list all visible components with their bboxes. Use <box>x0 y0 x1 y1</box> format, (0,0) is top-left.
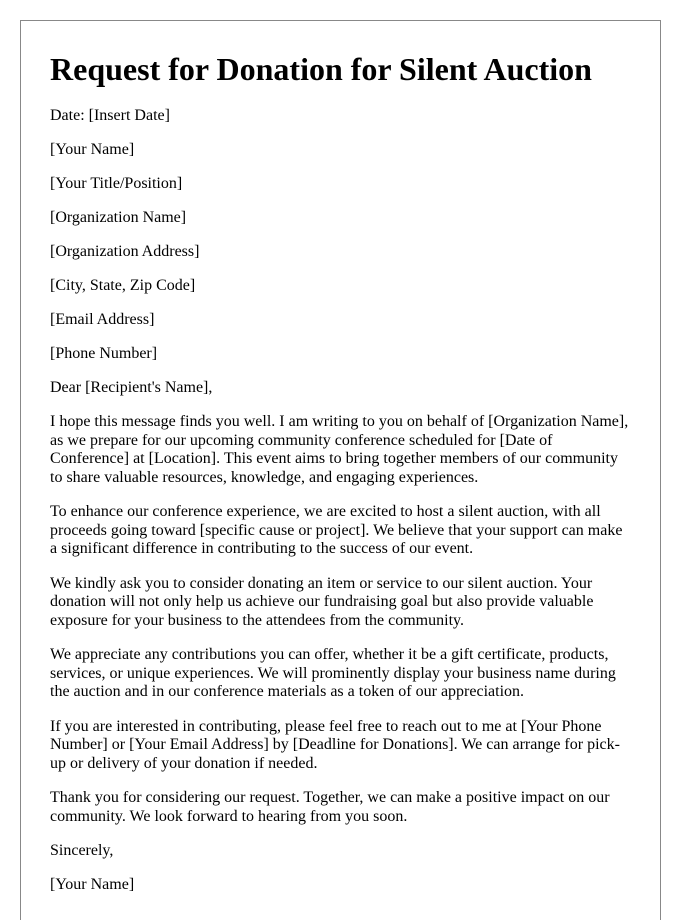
body-paragraph: I hope this message finds you well. I am writing to you on behalf of [Organization Name], as we prepare for our upcoming community conference scheduled for [Date of Conference] at [Location]. This event aims to bring together members of our community to share valuable resources, knowledge, and engaging experiences. <box>50 413 629 486</box>
sender-phone: [Phone Number] <box>50 345 158 362</box>
body-paragraph: To enhance our conference experience, we are excited to host a silent auction, with all proceeds going toward [specific cause or project]. We believe that your support can make a significant difference in contributing to the success of our event. <box>50 503 623 557</box>
salutation: Dear [Recipient's Name], <box>50 379 213 396</box>
body-paragraph: We appreciate any contributions you can offer, whether it be a gift certificate, products, services, or unique experiences. We will prominently display your business name during the auction and in our conference materials as a token of our appreciation. <box>50 646 616 700</box>
date-line: Date: [Insert Date] <box>50 107 170 124</box>
closing: Sincerely, <box>50 842 114 859</box>
sender-organization: [Organization Name] <box>50 209 187 226</box>
letter-title: Request for Donation for Silent Auction <box>50 51 592 87</box>
body-paragraph: Thank you for considering our request. Together, we can make a positive impact on our community. We look forward to hearing from you soon. <box>50 789 610 825</box>
sender-email: [Email Address] <box>50 311 155 328</box>
body-paragraph: We kindly ask you to consider donating an item or service to our silent auction. Your donation will not only help us achieve our fundraising goal but also provide valuable exposure for your business to the attendees from the community. <box>50 574 594 629</box>
body-paragraph: If you are interested in contributing, please feel free to reach out to me at [Your Phone Number] or [Your Email Address] by [Deadline for Donations]. We can arrange for pick-up or delivery of your donation if needed. <box>50 717 620 772</box>
sender-title: [Your Title/Position] <box>50 175 183 192</box>
letter-document <box>20 20 661 920</box>
sender-city-state-zip: [City, State, Zip Code] <box>50 277 196 294</box>
signature-name: [Your Name] <box>50 876 135 893</box>
sender-name: [Your Name] <box>50 141 135 158</box>
sender-address: [Organization Address] <box>50 243 200 260</box>
